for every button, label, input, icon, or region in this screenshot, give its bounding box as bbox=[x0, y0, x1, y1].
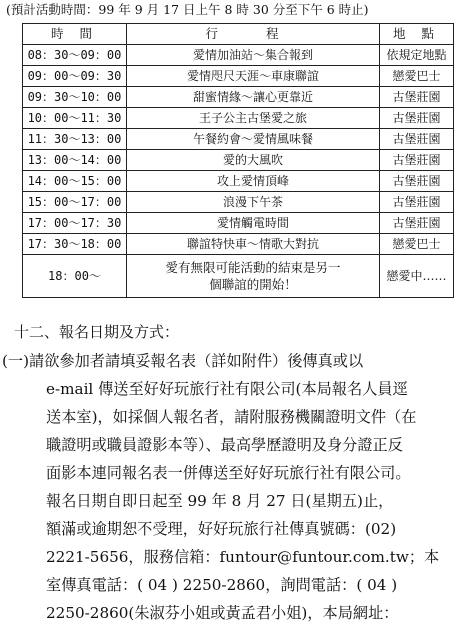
activity-time-note: (預計活動時間：99 年 9 月 17 日上午 8 時 30 分至下午 6 時止) bbox=[6, 2, 369, 17]
row-activity: 愛情咫尺天涯～車康聯誼 bbox=[126, 66, 379, 87]
row-location: 古堡莊園 bbox=[380, 87, 454, 108]
row-activity: 愛的大風吹 bbox=[126, 150, 379, 171]
row-activity-line2: 個聯誼的開始！ bbox=[209, 277, 297, 292]
row-time: 17：30～18：00 bbox=[23, 234, 127, 255]
row-activity bbox=[126, 255, 379, 298]
row-location: 古堡莊園 bbox=[380, 192, 454, 213]
row-time: 17：00～17：30 bbox=[23, 213, 127, 234]
paragraph-line: 2221-5656，服務信箱：funtour@funtour.com.tw；本 bbox=[46, 548, 440, 566]
row-time: 14：00～15：00 bbox=[23, 171, 127, 192]
row-location: 古堡莊園 bbox=[380, 108, 454, 129]
schedule-row bbox=[23, 234, 454, 255]
row-location: 古堡莊園 bbox=[380, 129, 454, 150]
header-activity: 行 程 bbox=[126, 24, 379, 45]
schedule-rows bbox=[23, 45, 454, 255]
row-location: 依規定地點 bbox=[380, 45, 454, 66]
schedule-row bbox=[23, 108, 454, 129]
schedule-row bbox=[23, 213, 454, 234]
schedule-row bbox=[23, 171, 454, 192]
header-location: 地 點 bbox=[380, 24, 454, 45]
schedule-row bbox=[23, 150, 454, 171]
row-time: 08：30～09：00 bbox=[23, 45, 127, 66]
schedule-row bbox=[23, 45, 454, 66]
paragraph-line: 職證明或職員證影本等）、最高學歷證明及身分證正反 bbox=[46, 436, 403, 454]
row-location: 戀愛巴士 bbox=[380, 234, 454, 255]
schedule-header-row bbox=[23, 24, 454, 45]
row-activity: 王子公主古堡愛之旅 bbox=[126, 108, 379, 129]
row-time: 11：30～13：00 bbox=[23, 129, 127, 150]
row-location: 古堡莊園 bbox=[380, 150, 454, 171]
schedule-table bbox=[22, 23, 454, 298]
row-time: 09：00～09：30 bbox=[23, 66, 127, 87]
schedule-row bbox=[23, 66, 454, 87]
paragraph-line: 額滿或逾期恕不受理，好好玩旅行社傳真號碼：(02) bbox=[46, 520, 397, 538]
schedule-row bbox=[23, 192, 454, 213]
row-time: 10：00～11：30 bbox=[23, 108, 127, 129]
header-time: 時 間 bbox=[23, 24, 127, 45]
row-activity: 攻上愛情頂峰 bbox=[126, 171, 379, 192]
row-location: 戀愛中…… bbox=[380, 255, 454, 298]
row-activity: 聯誼特快車～情歌大對抗 bbox=[126, 234, 379, 255]
schedule-row bbox=[23, 87, 454, 108]
paragraph-line: 2250-2860(朱淑芬小姐或黃孟君小姐)，本局網址： bbox=[46, 604, 399, 622]
row-time: 13：00～14：00 bbox=[23, 150, 127, 171]
row-location: 古堡莊園 bbox=[380, 171, 454, 192]
row-activity: 愛情加油站～集合報到 bbox=[126, 45, 379, 66]
paragraph-line: e-mail 傳送至好好玩旅行社有限公司(本局報名人員逕 bbox=[46, 380, 408, 398]
schedule-row bbox=[23, 129, 454, 150]
paragraph-line: 報名日期自即日起至 99 年 8 月 27 日(星期五)止， bbox=[46, 492, 394, 510]
registration-paragraph bbox=[0, 347, 466, 627]
row-activity-line1: 愛有無限可能活動的結束是另一 bbox=[165, 260, 341, 275]
schedule-row-final bbox=[23, 255, 454, 298]
row-activity: 甜蜜情緣～讓心更靠近 bbox=[126, 87, 379, 108]
row-time: 18：00～ bbox=[23, 255, 127, 298]
row-location: 戀愛巴士 bbox=[380, 66, 454, 87]
row-activity: 愛情觸電時間 bbox=[126, 213, 379, 234]
row-time: 15：00～17：00 bbox=[23, 192, 127, 213]
paragraph-line: 面影本連同報名表一併傳送至好好玩旅行社有限公司。 bbox=[46, 464, 411, 482]
paragraph-line: 送本室)，如採個人報名者，請附服務機關證明文件（在 bbox=[46, 408, 417, 426]
section-heading: 十二、報名日期及方式： bbox=[14, 323, 180, 341]
paragraph-line: 室傳真電話：( 04 ) 2250-2860，詢問電話：( 04 ) bbox=[46, 576, 398, 594]
row-location: 古堡莊園 bbox=[380, 213, 454, 234]
row-time: 09：30～10：00 bbox=[23, 87, 127, 108]
row-activity: 浪漫下午茶 bbox=[126, 192, 379, 213]
paragraph-line: (一)請欲參加者請填妥報名表（詳如附件）後傳真或以 bbox=[2, 352, 364, 370]
row-activity: 午餐約會～愛情風味餐 bbox=[126, 129, 379, 150]
